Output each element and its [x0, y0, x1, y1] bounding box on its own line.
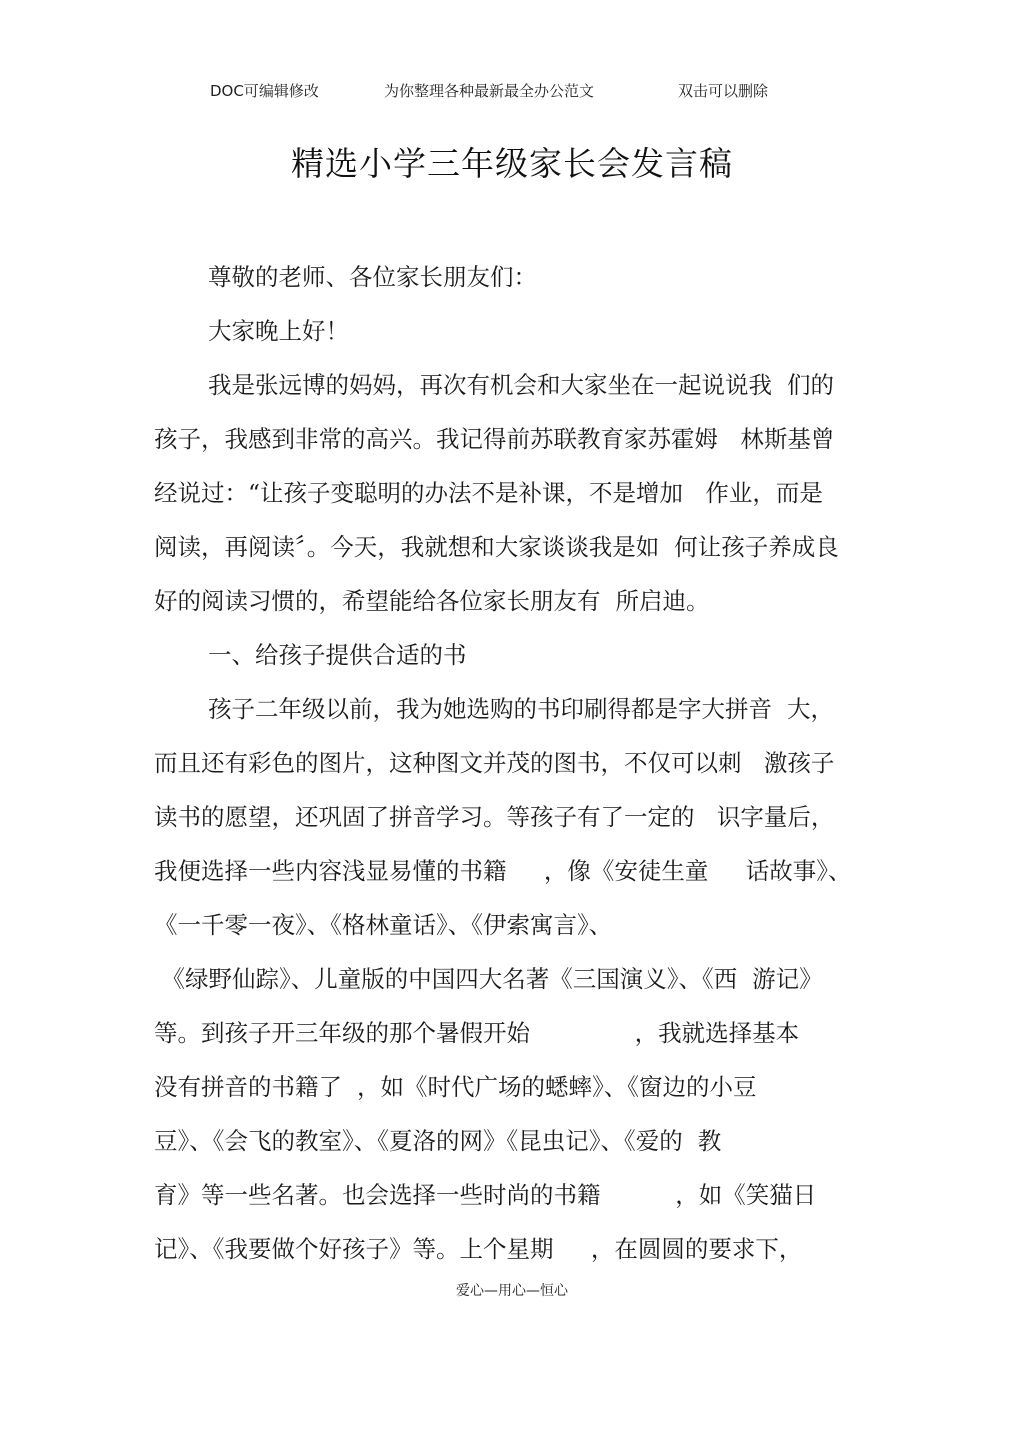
section-heading: 一、给孩子提供合适的书	[208, 641, 467, 669]
body-line: 等。到孩子开三年级的那个暑假开始 ，我就选择基本	[154, 1019, 800, 1047]
body-line: 育》等一些名著。也会选择一些时尚的书籍 ，如《笑猫日	[154, 1181, 817, 1209]
body-line: 豆》、《会飞的教室》、《夏洛的网》《昆虫记》、《爱的 教	[154, 1127, 722, 1155]
salutation-line: 尊敬的老师、各位家长朋友们：	[208, 263, 537, 291]
body-line: 《一千零一夜》、《格林童话》、《伊索寓言》、	[154, 911, 613, 939]
header-left-text: DOC可编辑修改	[210, 82, 319, 100]
body-line: 没有拼音的书籍了 ，如《时代广场的蟋蟀》、《窗边的小豆	[154, 1073, 757, 1101]
body-line: 经说过：“让孩子变聪明的办法不是补课，不是增加 作业，而是	[154, 479, 823, 507]
body-line: 而且还有彩色的图片，这种图文并茂的图书，不仅可以刺 激孩子	[154, 749, 835, 777]
body-line: 孩子，我感到非常的高兴。我记得前苏联教育家苏霍姆 林斯基曾	[154, 425, 835, 453]
page-footer: 爱心—用心—恒心	[456, 1283, 568, 1299]
body-line: 我便选择一些内容浅显易懂的书籍 ，像《安徒生童 话故事》、	[154, 857, 852, 885]
greeting-line: 大家晚上好！	[208, 317, 349, 345]
body-line: 《绿野仙踪》、儿童版的中国四大名著《三国演义》、《西 游记》	[154, 965, 823, 993]
header-middle-text: 为你整理各种最新最全办公范文	[384, 82, 595, 100]
body-line: 我是张远博的妈妈，再次有机会和大家坐在一起说说我 们的	[208, 371, 834, 399]
page-header	[0, 80, 1024, 104]
body-line: 读书的愿望，还巩固了拼音学习。等孩子有了一定的 识字量后，	[154, 803, 835, 831]
body-line: 孩子二年级以前，我为她选购的书印刷得都是字大拼音 大，	[208, 695, 834, 723]
document-title: 精选小学三年级家长会发言稿	[291, 144, 733, 183]
body-line: 记》、《我要做个好孩子》等。上个星期 ，在圆圆的要求下，	[154, 1235, 803, 1263]
header-right-text: 双击可以删除	[678, 82, 769, 100]
body-line: 好的阅读习惯的，希望能给各位家长朋友有 所启迪。	[154, 587, 710, 615]
body-line: 阅读，再阅读〞。今天，我就想和大家谈谈我是如 何让孩子养成良	[154, 533, 839, 561]
